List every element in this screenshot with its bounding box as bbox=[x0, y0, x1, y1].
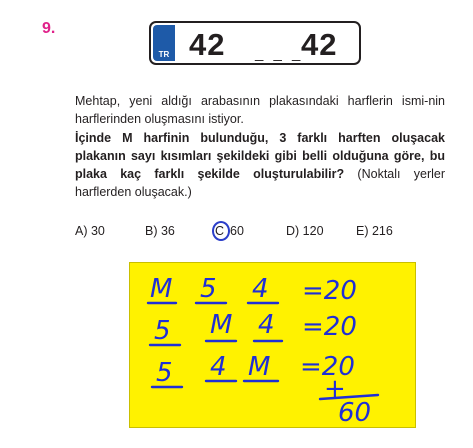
question-note: (Noktalı yerler harflerden oluşacak.) bbox=[75, 167, 446, 199]
plate-country-code: TR bbox=[158, 50, 170, 59]
plate-left-number: 42 bbox=[189, 27, 226, 62]
plate-country-strip bbox=[153, 25, 175, 61]
row3-slot3: M bbox=[248, 352, 271, 382]
option-a[interactable]: A) 30 bbox=[75, 224, 105, 238]
option-c-letter: C bbox=[215, 224, 225, 238]
row2-result: =20 bbox=[302, 312, 357, 342]
sum-total: 60 bbox=[338, 398, 372, 428]
option-d[interactable]: D) 120 bbox=[286, 224, 324, 238]
plate-right-number: 42 bbox=[301, 27, 338, 62]
question-number: 9. bbox=[42, 20, 56, 37]
question-bold-text: İçinde M harfinin bulunduğu, 3 farklı harften oluşacak plakanın sayı kısımları şekildeki gibi belli olduğuna göre, bu plaka kaç farklı şekilde oluşturulabilir? bbox=[75, 131, 445, 181]
sum-plus-sign: + bbox=[324, 374, 346, 404]
option-b[interactable]: B) 36 bbox=[145, 224, 175, 238]
row3-slot2: 4 bbox=[210, 352, 227, 382]
handwritten-notes bbox=[129, 262, 416, 428]
row3-slot1: 5 bbox=[156, 358, 173, 388]
row1-slot3: 4 bbox=[252, 274, 269, 304]
row1-slot1: M bbox=[150, 274, 173, 304]
option-c-circle-mark bbox=[212, 221, 230, 241]
question-paragraph bbox=[75, 129, 445, 201]
option-e[interactable]: E) 216 bbox=[356, 224, 393, 238]
row2-slot2: M bbox=[210, 310, 233, 340]
option-c-value: 60 bbox=[230, 224, 244, 238]
plate-letter-blanks: _ _ _ bbox=[255, 45, 304, 62]
row3-result: =20 bbox=[300, 352, 355, 382]
row2-slot3: 4 bbox=[258, 310, 275, 340]
answer-options bbox=[75, 224, 455, 244]
row2-slot1: 5 bbox=[154, 316, 171, 346]
intro-paragraph: Mehtap, yeni aldığı arabasının plakasındaki harflerin ismi-nin harflerinden oluşmasını istiyor. bbox=[75, 94, 445, 126]
row1-result: =20 bbox=[302, 276, 357, 306]
license-plate bbox=[149, 21, 361, 65]
row1-slot2: 5 bbox=[200, 274, 217, 304]
